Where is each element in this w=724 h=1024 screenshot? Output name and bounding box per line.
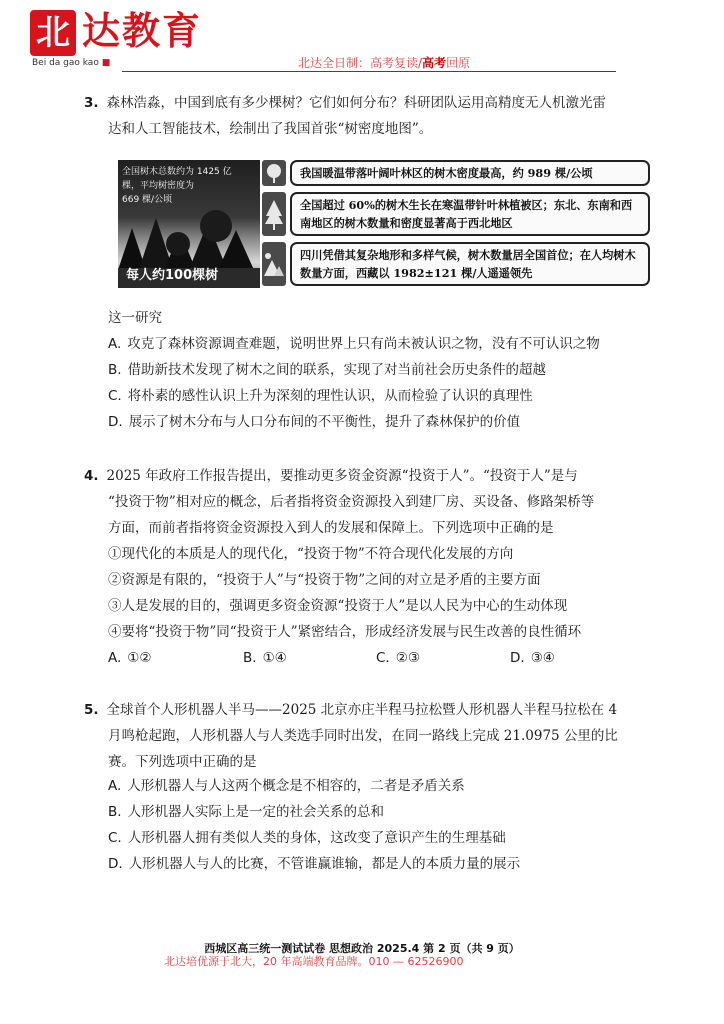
q3-stem: 3. 森林浩淼，中国到底有多少棵树？它们如何分布？科研团队运用高精度无人机激光雷: [84, 95, 607, 111]
q4-statement-2: ②资源是有限的，“投资于人”与“投资于物”之间的对立是矛盾的主要方面: [108, 572, 541, 588]
photo-line-1: 全国树木总数约为 1425 亿: [122, 167, 232, 177]
cloud-tree-icon: [262, 160, 286, 186]
photo-line-3: 669 棵/公顷: [122, 195, 173, 205]
q4-option-a[interactable]: A. ①②: [108, 650, 152, 666]
logo-icon: 北: [30, 10, 76, 56]
q5-option-d[interactable]: D. 人形机器人与人的比赛，不管谁赢谁输，都是人的本质力量的展示: [108, 856, 521, 872]
q4-statement-4: ④要将“投资于物”同“投资于人”紧密结合，形成经济发展与民生改善的良性循环: [108, 624, 582, 640]
q4-statement-1: ①现代化的本质是人的现代化，“投资于物”不符合现代化发展的方向: [108, 546, 514, 562]
q3-lead: 这一研究: [108, 310, 162, 326]
photo-caption: 每人约100棵树: [126, 268, 219, 283]
q3-option-a[interactable]: A. 攻克了森林资源调查难题，说明世界上只有尚未被认识之物，没有不可认识之物: [108, 336, 600, 352]
fact-text-3: 四川凭借其复杂地形和多样气候，树木数量居全国首位；在人均树木数量方面，西藏以 1982±121 棵/人遥遥领先: [290, 242, 650, 286]
pine-tree-icon: [262, 192, 286, 236]
q4-statement-3: ③人是发展的目的，强调更多资金资源“投资于人”是以人民为中心的生动体现: [108, 598, 568, 614]
q5-stem-cont-1: 月鸣枪起跑，人形机器人与人类选手同时出发，在同一路线上完成 21.0975 公里的比: [108, 728, 618, 744]
q4-option-c[interactable]: C. ②③: [376, 650, 420, 666]
forest-photo: [118, 160, 260, 288]
photo-line-2: 棵，平均树密度为: [122, 181, 195, 191]
logo-name: 达教育: [82, 8, 203, 53]
header-tagline: 北达全日制：高考复读/高考回原: [298, 56, 471, 70]
fact-text-1: 我国暖温带落叶阔叶林区的树木密度最高，约 989 棵/公顷: [290, 160, 650, 186]
footer-brand: 北达培优源于北大，20 年高端教育品牌。010 — 62526900: [164, 955, 464, 968]
mountain-tree-icon: [262, 242, 286, 286]
fact-row-3: [262, 242, 650, 286]
q5-option-a[interactable]: A. 人形机器人与人这两个概念是不相容的，二者是矛盾关系: [108, 778, 465, 794]
header-divider: [122, 71, 616, 72]
fact-row-1: [262, 160, 650, 186]
q3-option-b[interactable]: B. 借助新技术发现了树木之间的联系，实现了对当前社会历史条件的超越: [108, 362, 547, 378]
q5-stem-cont-2: 赛。下列选项中正确的是: [108, 754, 257, 770]
q3-stem-cont: 达和人工智能技术，绘制出了我国首张“树密度地图”。: [108, 121, 433, 137]
q3-option-c[interactable]: C. 将朴素的感性认识上升为深刻的理性认识，从而检验了认识的真理性: [108, 388, 533, 404]
fact-text-2: 全国超过 60%的树木生长在寒温带针叶林植被区；东北、东南和西南地区的树木数量和密度显著高于西北地区: [290, 192, 650, 236]
q4-stem: 4. 2025 年政府工作报告提出，要推动更多资金资源“投资于人”。“投资于人”是与: [84, 468, 578, 484]
q4-option-d[interactable]: D. ③④: [510, 650, 555, 666]
q5-option-b[interactable]: B. 人形机器人实际上是一定的社会关系的总和: [108, 804, 385, 820]
page-footer: 西城区高三统一测试试卷 思想政治 2025.4 第 2 页（共 9 页）: [204, 942, 520, 955]
q4-stem-cont-1: “投资于物”相对应的概念，后者指将资金资源投入到建厂房、买设备、修路架桥等: [108, 494, 595, 510]
fact-row-2: [262, 192, 650, 236]
q4-stem-cont-2: 方面，而前者指将资金资源投入到人的发展和保障上。下列选项中正确的是: [108, 520, 554, 536]
q5-stem: 5. 全球首个人形机器人半马——2025 北京亦庄半程马拉松暨人形机器人半程马拉松在 4: [84, 702, 618, 718]
q3-option-d[interactable]: D. 展示了树木分布与人口分布间的不平衡性，提升了森林保护的价值: [108, 414, 521, 430]
logo-pinyin: Bei da gao kao ■: [32, 58, 111, 68]
q5-option-c[interactable]: C. 人形机器人拥有类似人类的身体，这改变了意识产生的生理基础: [108, 830, 506, 846]
tree-density-figure: [118, 160, 650, 288]
q4-option-b[interactable]: B. ①④: [243, 650, 287, 666]
